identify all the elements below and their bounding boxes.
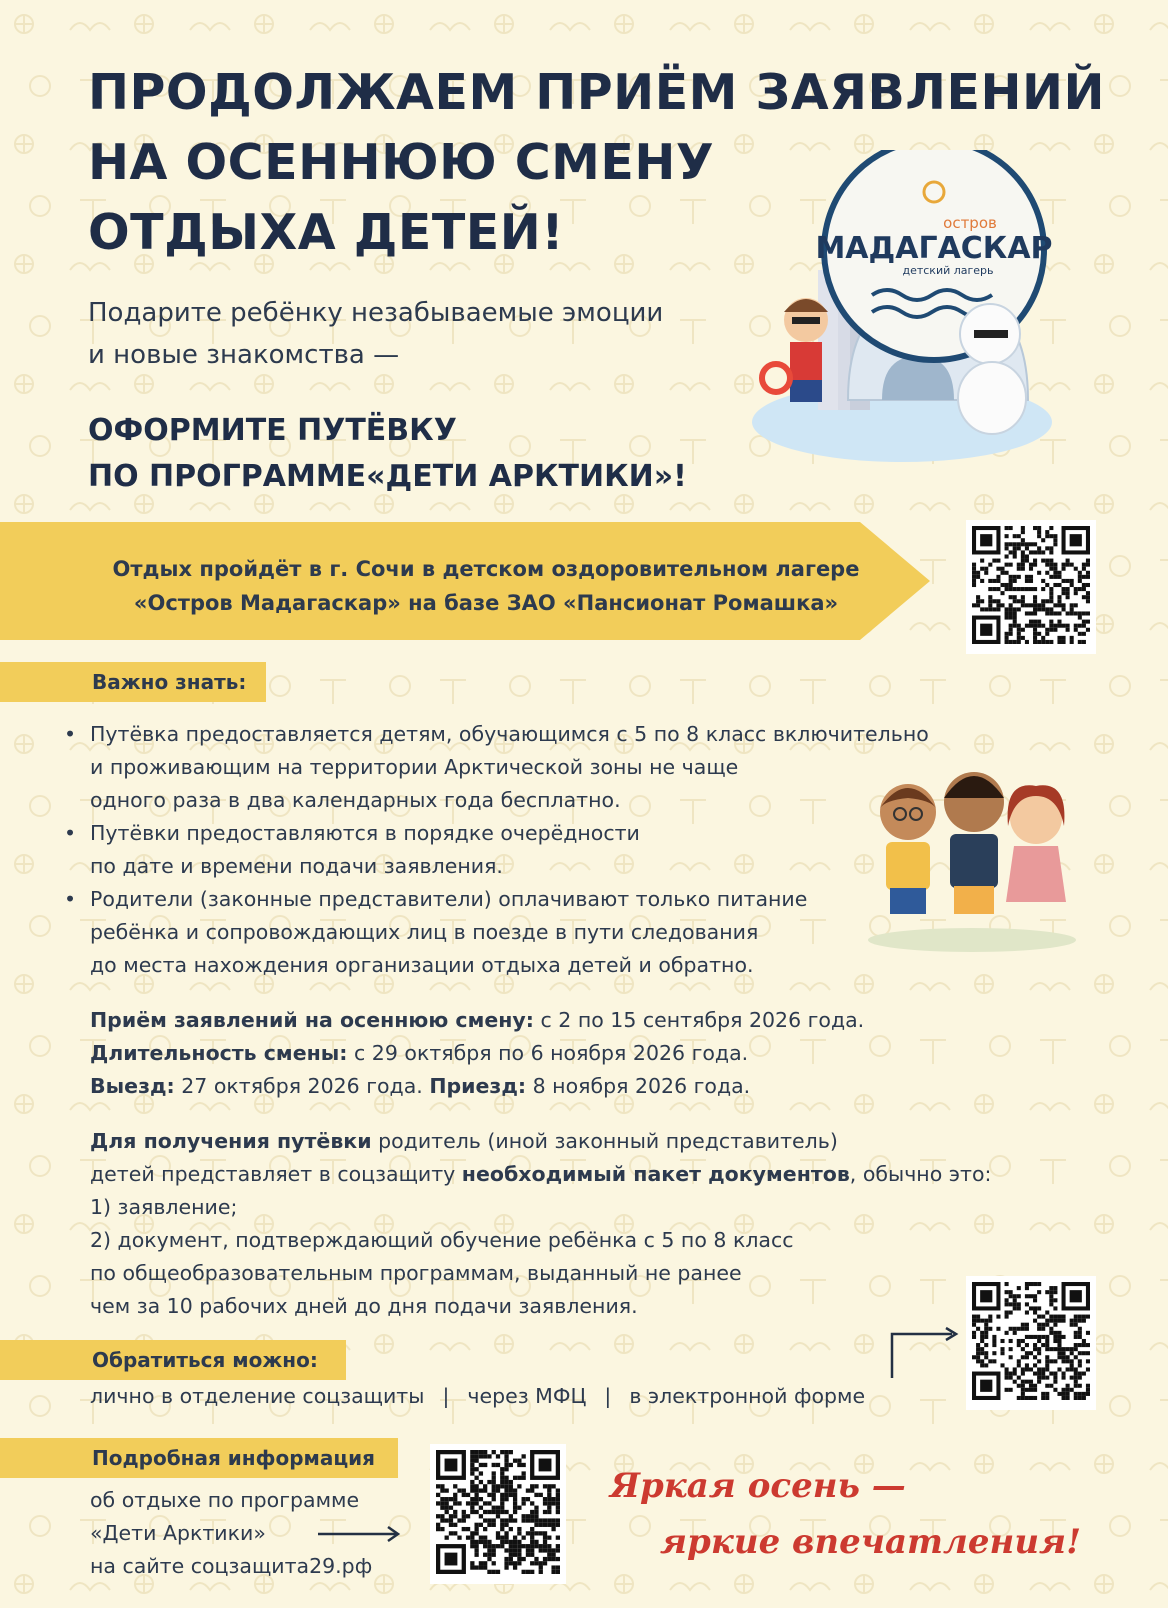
important-label: Важно знать:: [0, 662, 266, 702]
docs-line: [90, 1158, 991, 1191]
docs-line: [90, 1125, 991, 1158]
travel-line: [90, 1070, 864, 1103]
list-item-line: ребёнка и сопровождающих лиц в поезде в пути следования: [90, 920, 759, 944]
headline-line: ОТДЫХА ДЕТЕЙ!: [88, 204, 565, 261]
list-item: [62, 817, 929, 883]
docs-line: чем за 10 рабочих дней до дня подачи заявления.: [90, 1294, 638, 1318]
duration-label: Длительность смены:: [90, 1041, 348, 1065]
logo-main-text: МАДАГАСКАР: [815, 231, 1053, 266]
more-info-line: об отдыхе по программе: [90, 1488, 360, 1512]
list-item: [62, 718, 929, 817]
docs-text: родитель (иной законный представитель): [371, 1129, 838, 1153]
arrow-right-icon: [316, 1524, 402, 1544]
arrival-label: Приезд:: [429, 1074, 527, 1098]
logo-bottom-text: детский лагерь: [902, 264, 994, 277]
cta-line: ОФОРМИТЕ ПУТЁВКУ: [88, 413, 457, 448]
camp-illustration: [752, 150, 1092, 480]
more-info-line: на сайте соцзащита29.рф: [90, 1554, 373, 1578]
list-item-line: до места нахождения организации отдыха детей и обратно.: [90, 953, 754, 977]
banner-line: «Остров Мадагаскар» на базе ЗАО «Пансионат Ромашка»: [133, 591, 839, 615]
duration-line: [90, 1037, 864, 1070]
contact-label: Обратиться можно:: [0, 1340, 346, 1380]
docs-line: по общеобразовательным программам, выданный не ранее: [90, 1261, 742, 1285]
contact-way: в электронной форме: [629, 1384, 866, 1408]
subtitle: [88, 292, 663, 376]
docs-text: детей представляет в соцзащиту: [90, 1162, 462, 1186]
logo-top-text: остров: [943, 214, 997, 232]
list-item: [62, 883, 929, 982]
list-item-line: • Путёвки предоставляются в порядке очерёдности: [90, 821, 640, 845]
important-list: [62, 718, 929, 982]
list-item-line: и проживающим на территории Арктической зоны не чаще: [90, 755, 739, 779]
kids-illustration: [864, 768, 1078, 954]
docs-text: , обычно это:: [849, 1162, 992, 1186]
departure-value: 27 октября 2026 года.: [174, 1074, 430, 1098]
documents-info: [90, 1125, 991, 1323]
docs-line: 2) документ, подтверждающий обучение ребёнка с 5 по 8 класс: [90, 1228, 794, 1252]
docs-bold: Для получения путёвки: [90, 1129, 372, 1153]
more-info-line: «Дети Арктики»: [90, 1521, 266, 1545]
list-item-line: • Родители (законные представители) оплачивают только питание: [90, 887, 808, 911]
list-item-line: одного раза в два календарных года бесплатно.: [90, 788, 621, 812]
headline-line: ПРОДОЛЖАЕМ ПРИЁМ ЗАЯВЛЕНИЙ: [88, 64, 1105, 121]
call-to-action: [88, 408, 687, 500]
slogan-line: Яркая осень —: [610, 1466, 906, 1506]
separator: |: [604, 1384, 612, 1408]
qr-code-services[interactable]: [966, 1276, 1096, 1410]
intake-line: [90, 1004, 864, 1037]
subtitle-line: Подарите ребёнку незабываемые эмоции: [88, 298, 664, 328]
slogan-line: яркие впечатления!: [660, 1522, 1082, 1562]
contact-way: лично в отделение соцзащиты: [90, 1384, 425, 1408]
list-item-line: по дате и времени подачи заявления.: [90, 854, 503, 878]
duration-value: с 29 октября по 6 ноября 2026 года.: [347, 1041, 749, 1065]
boy-illustration: [762, 298, 828, 402]
subtitle-line: и новые знакомства —: [88, 340, 400, 370]
dates-info: [90, 1004, 864, 1103]
contact-ways: [90, 1384, 865, 1408]
headline-line: НА ОСЕННЮЮ СМЕНУ: [88, 134, 715, 191]
separator: |: [442, 1384, 450, 1408]
docs-line: 1) заявление;: [90, 1195, 238, 1219]
more-info-label: Подробная информация: [0, 1438, 398, 1478]
qr-code-website[interactable]: [430, 1444, 566, 1584]
intake-label: Приём заявлений на осеннюю смену:: [90, 1008, 534, 1032]
departure-label: Выезд:: [90, 1074, 175, 1098]
cta-line: ПО ПРОГРАММЕ«ДЕТИ АРКТИКИ»!: [88, 459, 687, 494]
docs-bold: необходимый пакет документов: [461, 1162, 850, 1186]
arrow-to-qr-icon: [886, 1324, 966, 1380]
contact-way: через МФЦ: [467, 1384, 587, 1408]
list-item-line: • Путёвка предоставляется детям, обучающимся с 5 по 8 класс включительно: [90, 722, 929, 746]
intake-value: с 2 по 15 сентября 2026 года.: [533, 1008, 865, 1032]
arrow-banner-text: [96, 552, 876, 620]
qr-code-camp[interactable]: [966, 520, 1096, 654]
arrival-value: 8 ноября 2026 года.: [526, 1074, 751, 1098]
banner-line: Отдых пройдёт в г. Сочи в детском оздоровительном лагере: [112, 557, 860, 581]
slogan: [610, 1458, 1081, 1570]
